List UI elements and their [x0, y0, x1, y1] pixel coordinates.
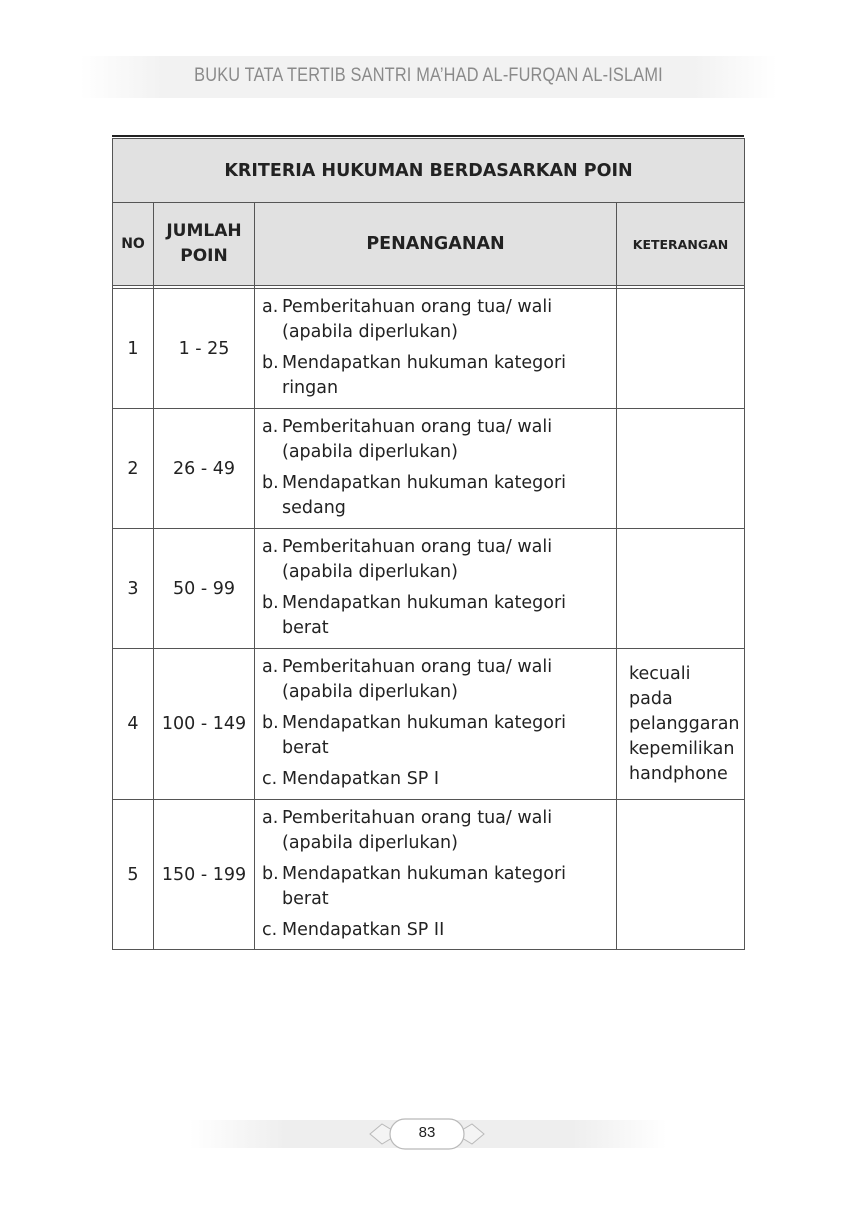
column-header-no: NO: [113, 203, 154, 286]
cell-no: 1: [113, 289, 154, 409]
list-marker: b.: [262, 473, 279, 493]
table-header-row: [113, 203, 745, 286]
list-item: [262, 711, 610, 761]
list-item: [262, 295, 610, 345]
list-marker: a.: [262, 297, 279, 317]
cell-penanganan: [255, 649, 617, 800]
cell-jumlah-poin: 50 - 99: [154, 529, 255, 649]
cell-keterangan: [617, 529, 745, 649]
list-item-text: Mendapatkan SP II: [282, 920, 445, 940]
list-item: [262, 806, 610, 856]
cell-penanganan: [255, 409, 617, 529]
list-marker: b.: [262, 593, 279, 613]
list-item: [262, 535, 610, 585]
list-item-text: Mendapatkan SP I: [282, 769, 440, 789]
cell-penanganan: [255, 529, 617, 649]
list-marker: b.: [262, 864, 279, 884]
list-item-text: Pemberitahuan orang tua/ wali (apabila diperlukan): [282, 297, 553, 342]
column-header-keterangan: KETERANGAN: [617, 203, 745, 286]
column-header-jumlah-poin: JUMLAH POIN: [154, 203, 255, 286]
cell-penanganan: [255, 289, 617, 409]
table-row: [113, 529, 745, 649]
list-marker: a.: [262, 657, 279, 677]
list-item: [262, 918, 610, 943]
list-item: [262, 655, 610, 705]
list-item-text: Mendapatkan hukuman kategori berat: [282, 864, 567, 909]
list-item: [262, 591, 610, 641]
cell-no: 2: [113, 409, 154, 529]
list-marker: b.: [262, 713, 279, 733]
list-marker: a.: [262, 417, 279, 437]
top-rule: [112, 135, 744, 137]
table-body: [113, 289, 745, 950]
table-title: KRITERIA HUKUMAN BERDASARKAN POIN: [113, 139, 745, 203]
list-marker: b.: [262, 353, 279, 373]
list-marker: a.: [262, 537, 279, 557]
running-header: BUKU TATA TERTIB SANTRI MA’HAD AL-FURQAN AL-ISLAMI: [194, 65, 663, 86]
list-item: [262, 351, 610, 401]
table-row: [113, 409, 745, 529]
list-item-text: Pemberitahuan orang tua/ wali (apabila diperlukan): [282, 537, 553, 582]
cell-jumlah-poin: 100 - 149: [154, 649, 255, 800]
cell-keterangan: kecuali pada pelanggaran kepemilikan handphone: [617, 649, 745, 800]
list-item-text: Pemberitahuan orang tua/ wali (apabila diperlukan): [282, 808, 553, 853]
cell-keterangan: [617, 800, 745, 950]
cell-no: 4: [113, 649, 154, 800]
column-header-penanganan: PENANGANAN: [255, 203, 617, 286]
list-marker: a.: [262, 808, 279, 828]
list-item: [262, 862, 610, 912]
list-marker: c.: [262, 920, 278, 940]
cell-no: 3: [113, 529, 154, 649]
list-marker: c.: [262, 769, 278, 789]
cell-keterangan: [617, 289, 745, 409]
table-row: [113, 649, 745, 800]
page-number: 83: [418, 1124, 436, 1141]
cell-jumlah-poin: 150 - 199: [154, 800, 255, 950]
cell-jumlah-poin: 26 - 49: [154, 409, 255, 529]
list-item-text: Mendapatkan hukuman kategori berat: [282, 713, 567, 758]
list-item-text: Mendapatkan hukuman kategori ringan: [282, 353, 567, 398]
list-item-text: Pemberitahuan orang tua/ wali (apabila diperlukan): [282, 657, 553, 702]
criteria-table: [112, 138, 745, 950]
list-item: [262, 415, 610, 465]
list-item-text: Pemberitahuan orang tua/ wali (apabila diperlukan): [282, 417, 553, 462]
cell-no: 5: [113, 800, 154, 950]
cell-penanganan: [255, 800, 617, 950]
table-row: [113, 289, 745, 409]
list-item: [262, 767, 610, 792]
list-item-text: Mendapatkan hukuman kategori sedang: [282, 473, 567, 518]
cell-jumlah-poin: 1 - 25: [154, 289, 255, 409]
list-item: [262, 471, 610, 521]
cell-keterangan: [617, 409, 745, 529]
list-item-text: Mendapatkan hukuman kategori berat: [282, 593, 567, 638]
table-row: [113, 800, 745, 950]
